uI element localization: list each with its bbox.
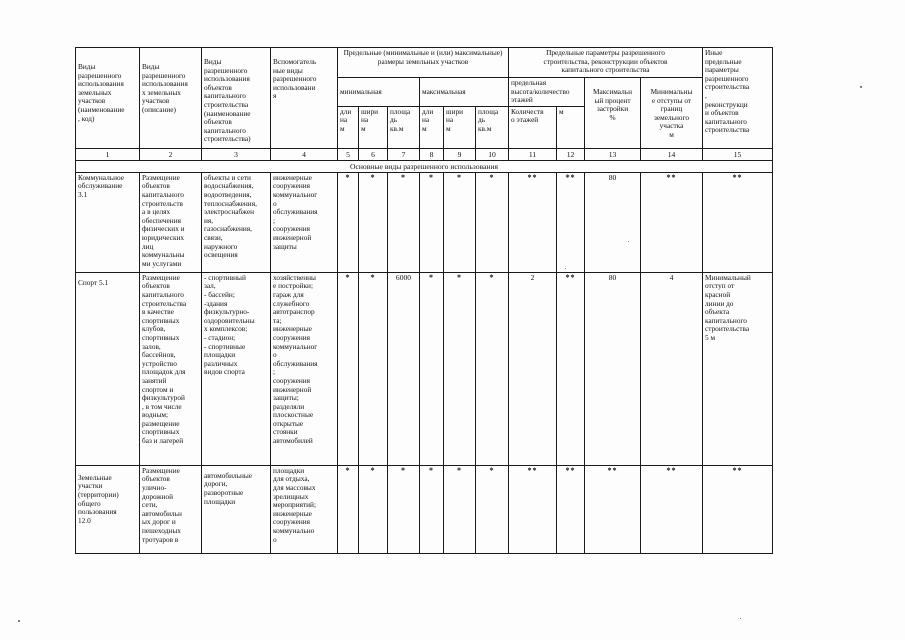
cell-min-indent: 4 <box>641 272 703 465</box>
column-number: 14 <box>641 148 703 160</box>
table-row <box>76 272 773 465</box>
cell-max-percent: 80 <box>585 272 641 465</box>
cell-max-area: * <box>476 465 509 553</box>
cell-max-area: * <box>476 172 509 272</box>
header-min-length: дли на м <box>338 106 359 148</box>
cell-min-indent: ** <box>641 172 703 272</box>
header-height-floors: предельная высота/количество этажей <box>509 78 585 107</box>
cell-use-name: Спорт 5.1 <box>76 272 140 465</box>
column-numbers-row <box>76 148 773 160</box>
header-min-width: шири на м <box>359 106 388 148</box>
scan-speck <box>740 618 741 619</box>
header-land-use-description: Виды разрешенного использования х земельных участков (описание) <box>140 48 202 149</box>
cell-auxiliary: площадки для отдыха, для массовых зрелищных мероприятий; инженерные сооружения коммунально о <box>271 465 338 553</box>
table-row <box>76 465 773 553</box>
cell-use-name: Земельные участки (территории) общего пользования 12.0 <box>76 465 140 553</box>
cell-height-m: ** <box>557 465 585 553</box>
cell-max-percent: 80 <box>585 172 641 272</box>
cell-use-description: Размещение объектов капитального строительства в качестве спортивных клубов, спортивных залов, бассейнов, устройство площадок для занятий спортом и физкультурой , в том числе водным; размещение спортивных баз и лагерей <box>140 272 202 465</box>
column-number: 12 <box>557 148 585 160</box>
cell-floors: 2 <box>509 272 557 465</box>
cell-floors: ** <box>509 172 557 272</box>
regulations-table <box>75 47 773 554</box>
header-land-use-name: Виды разрешенного использования земельных участков (наименование , код) <box>76 48 140 149</box>
cell-other: Минимальный отступ от красной линии до объекта капитального строительства 5 м <box>703 272 773 465</box>
header-min-area: площа дь кв.м <box>388 106 420 148</box>
cell-use-name: Коммунальное обслуживание 3.1 <box>76 172 140 272</box>
column-number: 15 <box>703 148 773 160</box>
cell-use-description: Размещение объектов капитального строительств а в целях обеспечения физических и юридических лиц коммунальны ми услугами <box>140 172 202 272</box>
cell-min-area: 6000 <box>388 272 420 465</box>
column-number: 9 <box>444 148 476 160</box>
cell-max-width: * <box>444 172 476 272</box>
cell-max-length: * <box>420 272 444 465</box>
section-title: Основные виды разрешенного использования <box>76 160 773 172</box>
cell-min-indent: ** <box>641 465 703 553</box>
header-plot-size-limits: Предельные (минимальные и (или) максимальные) размеры земельных участков <box>338 48 509 78</box>
header-max-building-percent: Максимальн ый процент застройки % <box>585 78 641 149</box>
cell-min-length: * <box>338 272 359 465</box>
header-max-length: дли на м <box>420 106 444 148</box>
cell-height-m: ** <box>557 272 585 465</box>
scan-speck <box>565 268 566 269</box>
column-number: 5 <box>338 148 359 160</box>
column-number: 4 <box>271 148 338 160</box>
column-number: 10 <box>476 148 509 160</box>
header-minimal: минимальная <box>338 78 420 107</box>
cell-min-length: * <box>338 172 359 272</box>
header-min-indents: Минимальны е отступы от границ земельного участка м <box>641 78 703 149</box>
cell-objects: объекты и сети водоснабжения, водоотведения, теплоснабжения, электроснабжен ия, газоснабжения, связи, наружного освещения <box>202 172 271 272</box>
header-maximal: максимальная <box>420 78 509 107</box>
cell-auxiliary: хозяйственны е постройки; гараж для служебного автотранспор та; инженерные сооружения коммунальног о обслуживания ; сооружения инженерной защиты; разделяли плоскостные открытые стоянки автомобилей <box>271 272 338 465</box>
header-meters: м <box>557 106 585 148</box>
table-row <box>76 172 773 272</box>
header-row-1 <box>76 48 773 78</box>
cell-auxiliary: инженерные сооружения коммунальног о обслуживания ; сооружения инженерной защиты <box>271 172 338 272</box>
cell-max-area: * <box>476 272 509 465</box>
cell-max-percent: ** <box>585 465 641 553</box>
cell-min-width: * <box>359 172 388 272</box>
cell-objects: - спортивный зал, - бассейн; -здания физкультурно- оздоровительны х комплексов; - стадион; - спортивные площадки различных видов спорта <box>202 272 271 465</box>
section-row <box>76 160 773 172</box>
cell-min-width: * <box>359 465 388 553</box>
cell-max-width: * <box>444 272 476 465</box>
scan-speck <box>860 86 862 88</box>
cell-other: ** <box>703 172 773 272</box>
header-other-params: Иные предельные параметры разрешенного строительства , реконструкци и объектов капитального строительства <box>703 48 773 149</box>
cell-max-length: * <box>420 172 444 272</box>
cell-max-width: * <box>444 465 476 553</box>
cell-min-width: * <box>359 272 388 465</box>
scan-speck <box>18 620 20 622</box>
cell-min-area: * <box>388 172 420 272</box>
cell-other: ** <box>703 465 773 553</box>
column-number: 1 <box>76 148 140 160</box>
header-construction-params: Предельные параметры разрешенного строительства, реконструкции объектов капитального строительства <box>509 48 703 78</box>
cell-height-m: ** <box>557 172 585 272</box>
header-auxiliary-uses: Вспомогатель ные виды разрешенного использовани я <box>271 48 338 149</box>
column-number: 2 <box>140 148 202 160</box>
column-number: 6 <box>359 148 388 160</box>
column-number: 11 <box>509 148 557 160</box>
header-max-width: шири на м <box>444 106 476 148</box>
cell-floors: ** <box>509 465 557 553</box>
scan-speck <box>628 241 629 242</box>
cell-use-description: Размещение объектов улично- дорожной сети, автомобильн ых дорог и пешеходных тротуаров в <box>140 465 202 553</box>
column-number: 8 <box>420 148 444 160</box>
cell-max-length: * <box>420 465 444 553</box>
column-number: 7 <box>388 148 420 160</box>
cell-min-length: * <box>338 465 359 553</box>
cell-min-area: * <box>388 465 420 553</box>
column-number: 13 <box>585 148 641 160</box>
header-construction-objects: Виды разрешенного использования объектов капитального строительства (наименование объектов капитального строительства) <box>202 48 271 149</box>
cell-objects: автомобильные дороги, разворотные площадки <box>202 465 271 553</box>
column-number: 3 <box>202 148 271 160</box>
header-floors-count: Количеств о этажей <box>509 106 557 148</box>
header-max-area: площа дь кв.м <box>476 106 509 148</box>
